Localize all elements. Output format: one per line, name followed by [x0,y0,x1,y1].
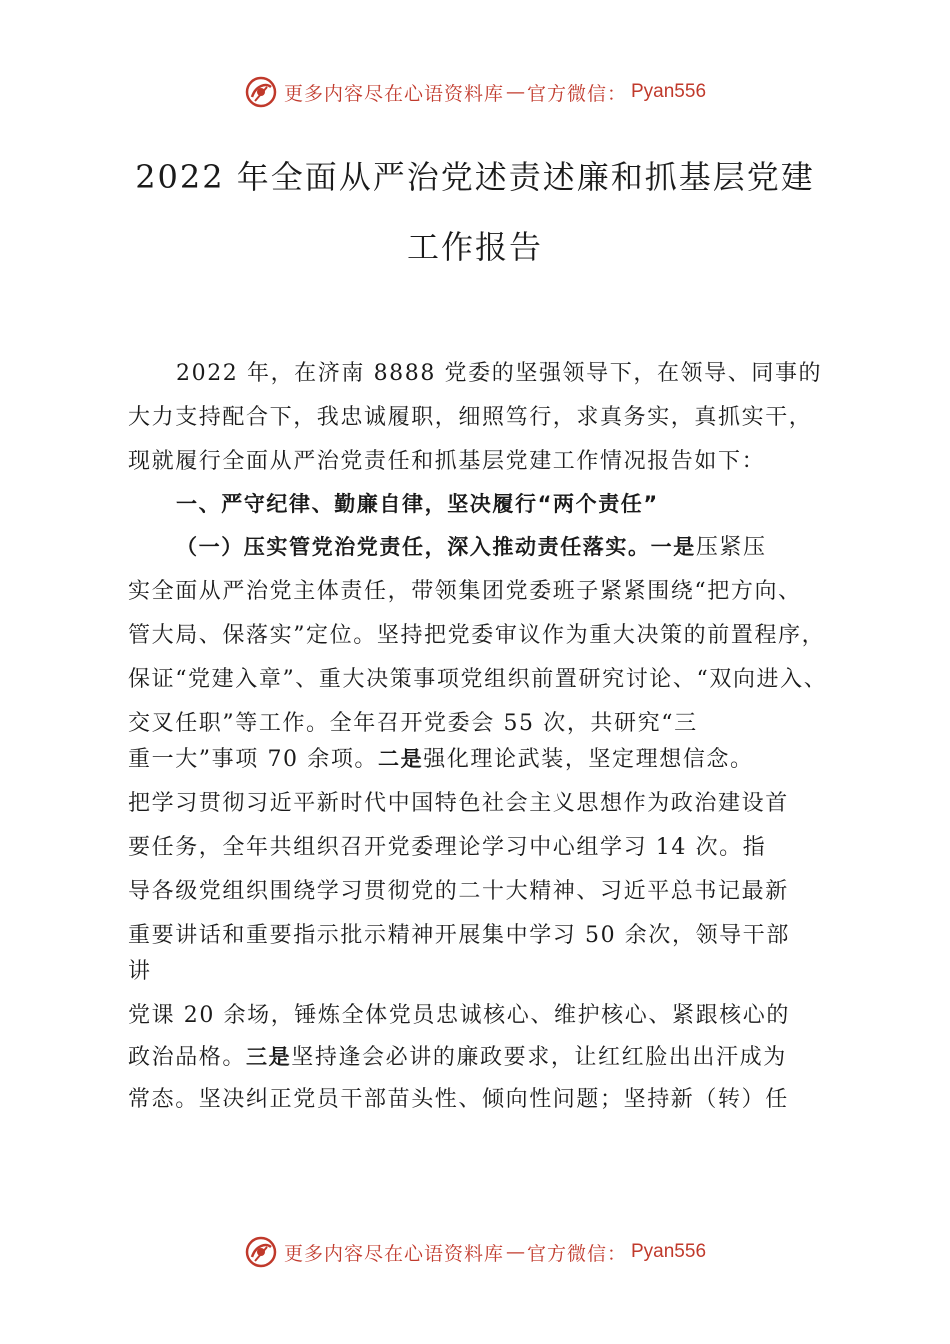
body-line [128,742,754,773]
body-text: 政治品格。 [128,1045,247,1070]
document-title-line2: 工作报告 [406,228,543,266]
watermark-wechat-id: Pyan556 [631,81,707,102]
body-text: 压紧压 [695,535,767,560]
watermark-text: 更多内容尽在心语资料库 [283,82,504,105]
first-label: 一是 [650,535,696,559]
body-line: 保证“党建入章”、重大决策事项党组织前置研究讨论、“双向进入、 [128,667,828,692]
header-watermark [0,72,950,112]
subsection-heading: （一）压实管党治党责任，深入推动责任落实。 [176,535,651,559]
seal-logo-icon [244,1235,278,1269]
body-line: 常态。坚决纠正党员干部苗头性、倾向性问题；坚持新（转）任 [128,1087,789,1112]
body-line: 交叉任职”等工作。全年召开党委会 55 次，共研究“三 [128,711,698,736]
watermark-dash: — [505,1241,525,1263]
body-line: 重要讲话和重要指示批示精神开展集中学习 50 余次，领导干部 [128,923,790,948]
watermark-label: 官方微信： [526,1242,627,1265]
section-heading: 一、严守纪律、勤廉自律，坚决履行“两个责任” [176,492,659,516]
body-line: 要任务，全年共组织召开党委理论学习中心组学习 14 次。指 [128,835,767,860]
body-text: 重一大”事项 70 余项。 [128,747,379,772]
body-line: 管大局、保落实”定位。坚持把党委审议作为重大决策的前置程序， [128,623,826,648]
body-line: 实全面从严治党主体责任，带领集团党委班子紧紧围绕“把方向、 [128,579,802,604]
subsection-line [176,530,767,561]
body-line: 导各级党组织围绕学习贯彻党的二十大精神、习近平总书记最新 [128,879,789,904]
body-line: 讲 [128,959,152,984]
body-text: 强化理论武装，坚定理想信念。 [423,747,754,772]
body-line: 把学习贯彻习近平新时代中国特色社会主义思想作为政治建设首 [128,791,789,816]
watermark-wechat-id: Pyan556 [631,1241,707,1262]
body-line [128,1040,787,1071]
seal-logo-icon [244,75,278,109]
watermark-label: 官方微信： [526,82,627,105]
body-text: 坚持逢会必讲的廉政要求，让红红脸出出汗成为 [291,1045,787,1070]
document-title-line1: 2022 年全面从严治党述责述廉和抓基层党建 [135,158,815,196]
watermark-dash: — [505,81,525,103]
body-line: 2022 年，在济南 8888 党委的坚强领导下，在领导、同事的 [176,361,823,386]
footer-watermark [0,1232,950,1272]
second-label: 二是 [378,747,424,771]
third-label: 三是 [246,1045,292,1069]
body-line: 大力支持配合下，我忠诚履职，细照笃行，求真务实，真抓实干， [128,405,813,430]
body-line: 党课 20 余场，锤炼全体党员忠诚核心、维护核心、紧跟核心的 [128,1003,790,1028]
body-line: 现就履行全面从严治党责任和抓基层党建工作情况报告如下： [128,449,766,474]
watermark-text: 更多内容尽在心语资料库 [283,1242,504,1265]
